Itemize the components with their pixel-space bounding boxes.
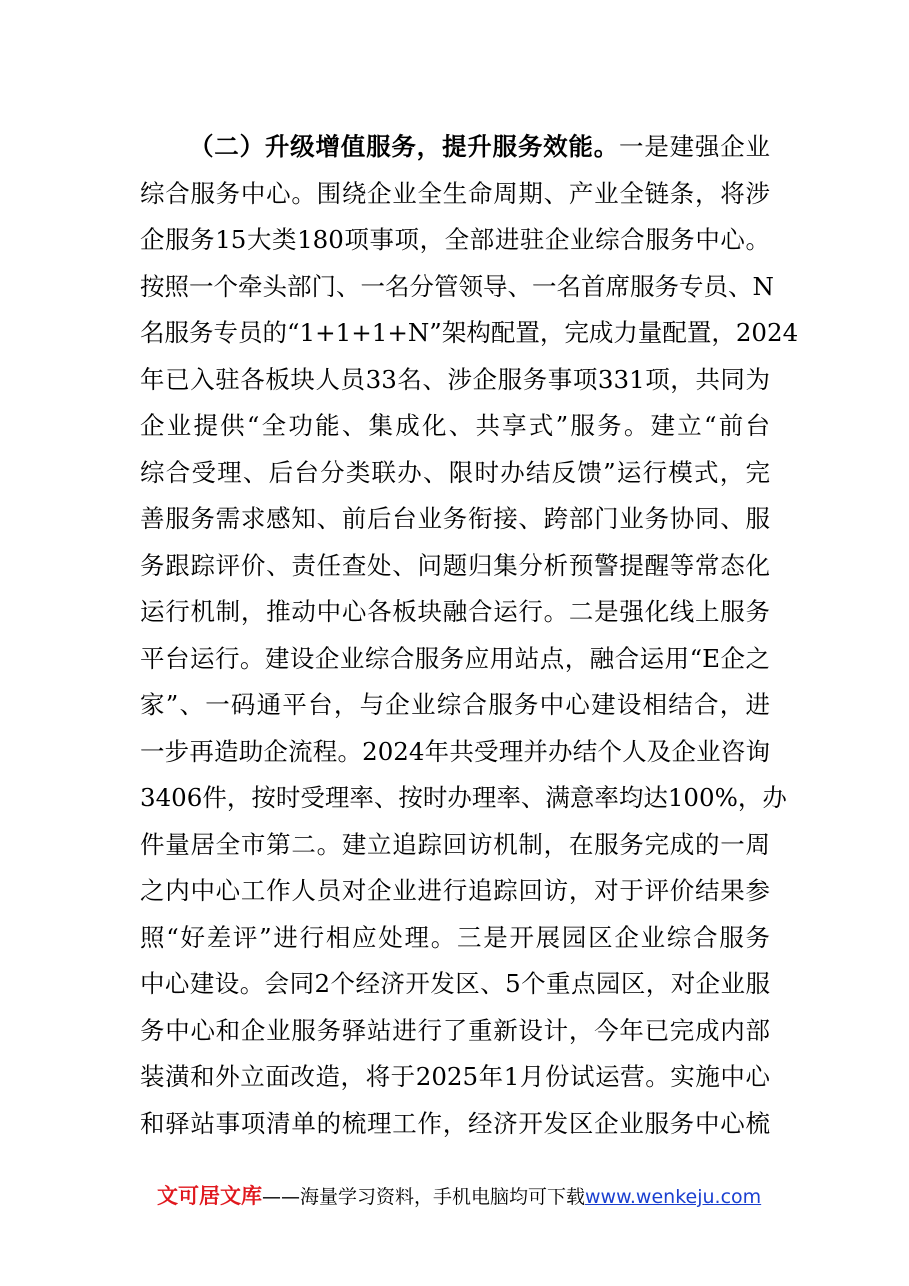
paragraph-line-15: 3406件，按时受理率、按时办理率、满意率均达100%，办 [140, 783, 787, 812]
section-heading: （二）升级增值服务，提升服务效能。 [189, 132, 620, 161]
paragraph-text: 一是建强企业 [619, 132, 771, 161]
paragraph-line-4: 按照一个牵头部门、一名分管领导、一名首席服务专员、N [140, 271, 774, 301]
paragraph-line-22: 和驿站事项清单的梳理工作，经济开发区企业服务中心梳 [140, 1108, 770, 1138]
document-body [140, 124, 799, 1147]
paragraph-line-19: 中心建设。会同2个经济开发区、5个重点园区，对企业服 [140, 969, 770, 998]
paragraph-line-12: 平台运行。建设企业综合服务应用站点，融合运用“E企之 [140, 643, 770, 673]
paragraph-line-1 [140, 124, 770, 171]
footer-banner [157, 1180, 761, 1212]
paragraph-line-13: 家”、一码通平台，与企业综合服务中心建设相结合，进 [140, 690, 770, 719]
paragraph-line-20: 务中心和企业服务驿站进行了重新设计，今年已完成内部 [140, 1015, 770, 1045]
paragraph-line-9: 善服务需求感知、前后台业务衔接、跨部门业务协同、服 [140, 504, 770, 533]
paragraph-line-18: 照“好差评”进行相应处理。三是开展园区企业综合服务 [140, 922, 770, 952]
paragraph-line-3: 企服务15大类180项事项，全部进驻企业综合服务中心。 [140, 225, 770, 254]
paragraph-line-16: 件量居全市第二。建立追踪回访机制，在服务完成的一周 [140, 829, 770, 859]
paragraph-line-8: 综合受理、后台分类联办、限时办结反馈”运行模式，完 [140, 457, 770, 487]
paragraph-line-14: 一步再造助企流程。2024年共受理并办结个人及企业咨询 [140, 736, 770, 766]
paragraph-line-10: 务跟踪评价、责任查处、问题归集分析预警提醒等常态化 [140, 550, 770, 580]
paragraph-line-7: 企业提供“全功能、集成化、共享式”服务。建立“前台 [140, 411, 770, 440]
footer-tagline: ——海量学习资料，手机电脑均可下载 [262, 1186, 586, 1208]
paragraph-line-11: 运行机制，推动中心各板块融合运行。二是强化线上服务 [140, 597, 770, 626]
paragraph-line-17: 之内中心工作人员对企业进行追踪回访，对于评价结果参 [140, 876, 770, 905]
paragraph-line-6: 年已入驻各板块人员33名、涉企服务事项331项，共同为 [140, 364, 770, 394]
website-link[interactable]: www.wenkeju.com [585, 1186, 762, 1208]
paragraph-line-2: 综合服务中心。围绕企业全生命周期、产业全链条，将涉 [140, 178, 770, 208]
brand-name: 文可居文库 [157, 1184, 262, 1208]
paragraph-line-5: 名服务专员的“1+1+1+N”架构配置，完成力量配置，2024 [140, 318, 799, 347]
paragraph-line-21: 装潢和外立面改造，将于2025年1月份试运营。实施中心 [140, 1062, 770, 1091]
